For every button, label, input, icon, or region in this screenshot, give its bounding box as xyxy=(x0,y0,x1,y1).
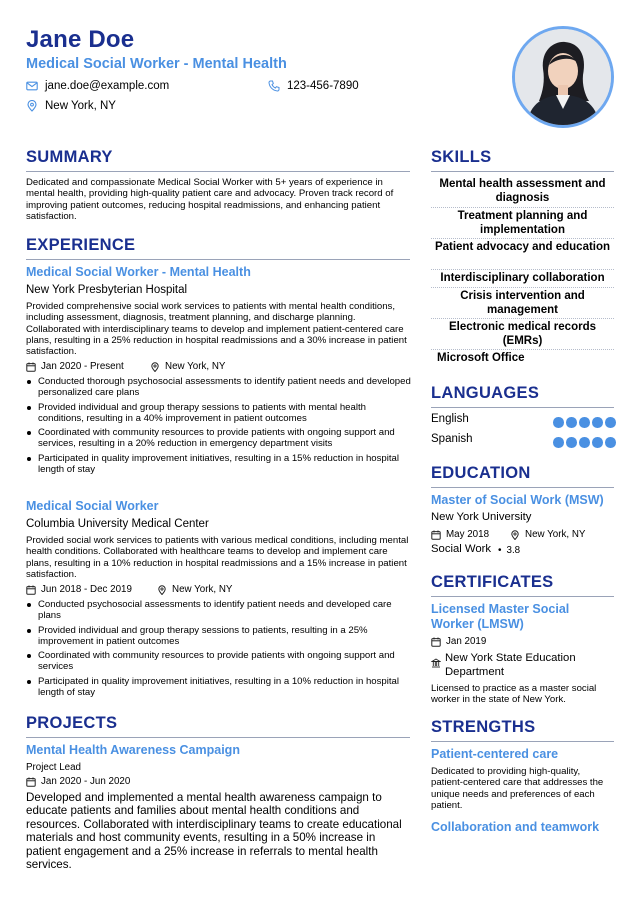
job-1-dates-text: Jan 2020 - Present xyxy=(41,361,124,372)
project-1-role: Project Lead xyxy=(26,762,82,773)
job-2-dates xyxy=(26,584,132,595)
profile-photo xyxy=(512,26,614,128)
experience-divider xyxy=(26,259,410,260)
summary-divider xyxy=(26,171,410,172)
certificate-description: Licensed to practice as a master social worker in the state of New York. xyxy=(431,683,597,706)
certificate-issuer xyxy=(431,652,615,679)
certificate-date xyxy=(431,636,486,647)
calendar-icon xyxy=(26,777,36,787)
level-dot xyxy=(553,417,564,428)
project-1-dates-text: Jan 2020 - Jun 2020 xyxy=(41,776,131,787)
list-item: Conducted thorough psychosocial assessments to identify patient needs and developed personalized care plans xyxy=(26,376,412,399)
skill-item: Mental health assessment and diagnosis xyxy=(439,178,606,204)
list-item: Conducted psychosocial assessments to identify patient needs and developed care plans xyxy=(26,599,412,622)
job-2-location-text: New York, NY xyxy=(172,584,233,595)
education-date xyxy=(431,529,489,540)
level-dot xyxy=(605,437,616,448)
phone-icon xyxy=(268,80,280,92)
level-dot xyxy=(605,417,616,428)
certificate-date-text: Jan 2019 xyxy=(446,636,487,647)
education-location-text: New York, NY xyxy=(525,529,586,540)
job-1-description: Provided comprehensive social work services to patients with mental health conditions, including assessment, diagnosis, treatment planning, and discharge planning. Collaborated with interdisciplinary teams to develop and implement patient-centered care plans, resulting in a 25% reduction in hospital readmissions and a 30% increase in patient satisfaction. xyxy=(26,301,407,358)
skill-divider xyxy=(431,287,614,288)
list-item: Coordinated with community resources to provide patients with ongoing support and services, resulting in a 20% reduction in emergency department visits xyxy=(26,427,412,450)
language-name: Spanish xyxy=(431,433,473,445)
phone-text: 123-456-7890 xyxy=(287,80,359,92)
skill-item: Microsoft Office xyxy=(437,352,525,364)
education-degree: Master of Social Work (MSW) xyxy=(431,493,604,507)
skill-item: Treatment planning and implementation xyxy=(457,210,588,236)
skill-divider xyxy=(431,318,614,319)
list-item: Participated in quality improvement initiatives, resulting in a 10% reduction in hospital length of stay xyxy=(26,676,412,699)
location-pin-icon xyxy=(510,530,520,540)
calendar-icon xyxy=(431,637,441,647)
job-2-company: Columbia University Medical Center xyxy=(26,518,209,530)
language-name: English xyxy=(431,413,469,425)
location-pin-icon xyxy=(157,585,167,595)
education-date-text: May 2018 xyxy=(446,529,490,540)
envelope-icon xyxy=(26,80,38,92)
strength-1-description: Dedicated to providing high-quality, patient-centered care that addresses the unique needs and preferences of each patient. xyxy=(431,766,604,811)
strengths-heading: STRENGTHS xyxy=(431,718,536,736)
list-item: Participated in quality improvement initiatives, resulting in a 15% reduction in hospital length of stay xyxy=(26,453,412,476)
education-gpa-text: 3.8 xyxy=(506,545,521,556)
skill-item: Patient advocacy and education xyxy=(434,241,611,253)
level-dot xyxy=(592,437,603,448)
job-2-bullets xyxy=(26,599,412,701)
location-contact xyxy=(26,100,116,112)
summary-heading: SUMMARY xyxy=(26,148,113,166)
level-dot xyxy=(579,437,590,448)
job-2-role: Medical Social Worker xyxy=(26,499,159,513)
education-heading: EDUCATION xyxy=(431,464,531,482)
email-contact[interactable] xyxy=(26,80,169,92)
job-2-dates-text: Jun 2018 - Dec 2019 xyxy=(41,584,132,595)
languages-divider xyxy=(431,407,614,408)
calendar-icon xyxy=(26,362,36,372)
list-item: Provided individual and group therapy sessions to patients, resulting in a 25% improvement in patient outcomes xyxy=(26,625,412,648)
calendar-icon xyxy=(431,530,441,540)
location-pin-icon xyxy=(26,100,38,112)
job-2-location xyxy=(157,584,232,595)
certificates-divider xyxy=(431,596,614,597)
bullet-separator: • xyxy=(498,545,502,556)
project-1-title: Mental Health Awareness Campaign xyxy=(26,743,240,757)
level-dot xyxy=(592,417,603,428)
location-text: New York, NY xyxy=(45,100,116,112)
job-1-bullets xyxy=(26,376,412,478)
strength-1-title: Patient-centered care xyxy=(431,747,559,761)
summary-text: Dedicated and compassionate Medical Social Worker with 5+ years of experience in mental health, providing high-quality patient care and advocacy. Proven track record of improving patient outcomes, reducing hospital readmissions, and enhancing patient satisfaction. xyxy=(26,177,394,222)
level-dot xyxy=(553,437,564,448)
list-item: Provided individual and group therapy sessions to patients with mental health conditions, resulting in a 40% improvement in patient outcomes xyxy=(26,402,412,425)
level-dot xyxy=(566,437,577,448)
list-item: Coordinated with community resources to provide patients with ongoing support and services xyxy=(26,650,412,673)
languages-heading: LANGUAGES xyxy=(431,384,540,402)
skill-item: Crisis intervention and management xyxy=(460,290,585,316)
candidate-name: Jane Doe xyxy=(26,26,135,53)
job-1-location-text: New York, NY xyxy=(165,361,226,372)
calendar-icon xyxy=(26,585,36,595)
level-dot xyxy=(579,417,590,428)
skills-heading: SKILLS xyxy=(431,148,492,166)
education-field: Social Work xyxy=(431,543,492,555)
job-1-company: New York Presbyterian Hospital xyxy=(26,284,188,296)
certificates-heading: CERTIFICATES xyxy=(431,573,554,591)
education-school: New York University xyxy=(431,511,532,523)
skill-item: Electronic medical records (EMRs) xyxy=(448,321,596,347)
skills-divider xyxy=(431,171,614,172)
project-1-dates xyxy=(26,776,130,787)
education-location xyxy=(510,529,585,540)
phone-contact[interactable] xyxy=(268,80,359,92)
strength-2-title: Collaboration and teamwork xyxy=(431,820,600,834)
project-1-description: Developed and implemented a mental health awareness campaign to educate patients and families about mental health conditions and resources. Collaborated with interdisciplinary teams to create educational materials and host community events, resulting in a 50% increase in patient engagement and a 25% increase in referrals to mental health services. xyxy=(26,791,402,872)
skill-divider xyxy=(431,269,614,270)
candidate-title: Medical Social Worker - Mental Health xyxy=(26,56,287,72)
institution-icon xyxy=(431,655,441,665)
job-1-location xyxy=(150,361,225,372)
experience-heading: EXPERIENCE xyxy=(26,236,136,254)
skill-divider xyxy=(431,207,614,208)
job-2-description: Provided social work services to patients with various medical conditions, including mental health conditions. Collaborated with healthcare teams to develop and implement care plans, resulting in a 10% reduction in hospital readmissions and a 15% increase in patient satisfaction. xyxy=(26,535,409,580)
level-dot xyxy=(566,417,577,428)
email-text: jane.doe@example.com xyxy=(45,80,170,92)
skill-divider xyxy=(431,238,614,239)
projects-divider xyxy=(26,737,410,738)
language-level-dots xyxy=(553,417,616,428)
education-gpa xyxy=(498,545,520,556)
language-level-dots xyxy=(553,437,616,448)
job-1-role: Medical Social Worker - Mental Health xyxy=(26,265,251,279)
job-1-dates xyxy=(26,361,124,372)
location-pin-icon xyxy=(150,362,160,372)
certificate-title: Licensed Master Social Worker (LMSW) xyxy=(431,602,570,631)
skill-item: Interdisciplinary collaboration xyxy=(440,272,605,284)
certificate-issuer-text: New York State Education Department xyxy=(445,652,576,678)
strengths-divider xyxy=(431,741,614,742)
skill-divider xyxy=(431,349,614,350)
projects-heading: PROJECTS xyxy=(26,714,118,732)
education-divider xyxy=(431,487,614,488)
